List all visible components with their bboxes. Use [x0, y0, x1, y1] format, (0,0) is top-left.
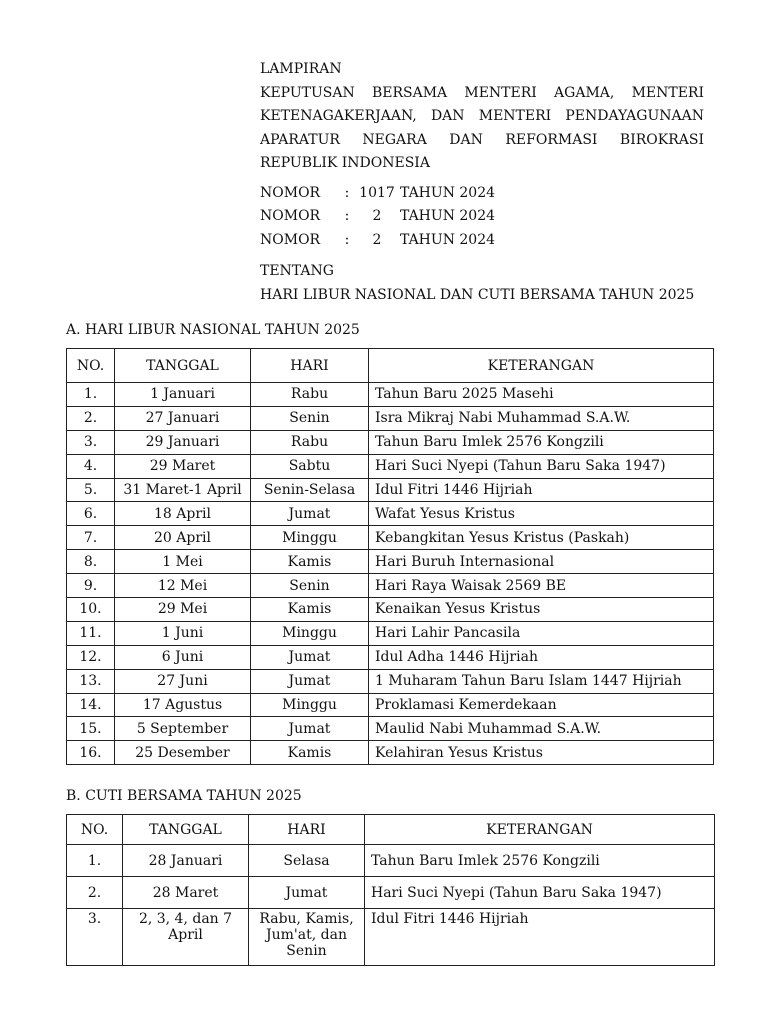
cell-hari: Jumat — [249, 877, 365, 909]
nomor-row — [260, 205, 704, 229]
cell-tanggal: 28 Maret — [123, 877, 249, 909]
nomor-row — [260, 229, 704, 253]
cell-keterangan: Idul Adha 1446 Hijriah — [369, 645, 714, 669]
cell-hari: Selasa — [249, 845, 365, 877]
table-row — [67, 502, 714, 526]
cell-no: 3. — [67, 430, 115, 454]
cell-tanggal: 25 Desember — [115, 741, 251, 765]
cell-tanggal: 5 September — [115, 717, 251, 741]
cell-hari: Senin — [251, 406, 369, 430]
table-row — [67, 621, 714, 645]
cell-no: 15. — [67, 717, 115, 741]
nomor-number: 2 — [372, 208, 382, 224]
nomor-colon: : — [344, 231, 350, 248]
header-line-1: KEPUTUSAN BERSAMA MENTERI AGAMA, MENTERI — [260, 84, 704, 101]
table-row — [67, 454, 714, 478]
cell-hari: Senin — [251, 574, 369, 598]
table-row — [67, 478, 714, 502]
cell-no: 13. — [67, 669, 115, 693]
cell-tanggal: 31 Maret-1 April — [115, 478, 251, 502]
table-row — [67, 669, 714, 693]
nomor-number: 1017 — [359, 184, 395, 201]
table-row — [67, 430, 714, 454]
nomor-number: 2 — [372, 231, 382, 248]
nomor-colon: : — [344, 184, 350, 201]
table-row — [67, 845, 715, 877]
cell-tanggal: 17 Agustus — [115, 693, 251, 717]
cell-no: 6. — [67, 502, 115, 526]
cell-keterangan: Hari Raya Waisak 2569 BE — [369, 574, 714, 598]
leave-table — [66, 814, 715, 966]
cell-hari: Jumat — [251, 669, 369, 693]
cell-no: 1. — [67, 383, 115, 407]
col-header-hari: HARI — [249, 815, 365, 845]
cell-tanggal: 28 Januari — [123, 845, 249, 877]
cell-no: 11. — [67, 621, 115, 645]
table-row — [67, 550, 714, 574]
cell-hari: Minggu — [251, 526, 369, 550]
cell-no: 10. — [67, 598, 115, 622]
holiday-table — [66, 348, 714, 765]
cell-tanggal: 6 Juni — [115, 645, 251, 669]
cell-tanggal: 18 April — [115, 502, 251, 526]
nomor-colon: : — [344, 208, 350, 224]
cell-tanggal: 27 Januari — [115, 406, 251, 430]
nomor-tahun: TAHUN 2024 — [400, 184, 496, 201]
cell-keterangan: Kenaikan Yesus Kristus — [369, 598, 714, 622]
cell-no: 2. — [67, 877, 123, 909]
cell-keterangan: Hari Buruh Internasional — [369, 550, 714, 574]
cell-hari: Kamis — [251, 741, 369, 765]
table-row — [67, 717, 714, 741]
cell-keterangan: Hari Lahir Pancasila — [369, 621, 714, 645]
cell-tanggal: 1 Januari — [115, 383, 251, 407]
cell-keterangan: Wafat Yesus Kristus — [369, 502, 714, 526]
col-header-keterangan: KETERANGAN — [365, 815, 715, 845]
cell-keterangan: Tahun Baru Imlek 2576 Kongzili — [369, 430, 714, 454]
table-row — [67, 741, 714, 765]
cell-tanggal: 2, 3, 4, dan 7 April — [123, 909, 249, 966]
cell-hari: Jumat — [251, 717, 369, 741]
table-row — [67, 877, 715, 909]
header-line-3: APARATUR NEGARA DAN REFORMASI BIROKRASI — [260, 131, 704, 148]
table-row — [67, 598, 714, 622]
cell-no: 12. — [67, 645, 115, 669]
table-header-row — [67, 349, 714, 383]
cell-keterangan: Maulid Nabi Muhammad S.A.W. — [369, 717, 714, 741]
cell-keterangan: Proklamasi Kemerdekaan — [369, 693, 714, 717]
cell-hari: Rabu, Kamis, Jum'at, dan Senin — [249, 909, 365, 966]
cell-tanggal: 29 Mei — [115, 598, 251, 622]
cell-tanggal: 12 Mei — [115, 574, 251, 598]
cell-keterangan: Tahun Baru 2025 Masehi — [369, 383, 714, 407]
col-header-tanggal: TANGGAL — [123, 815, 249, 845]
table-row — [67, 574, 714, 598]
col-header-hari: HARI — [251, 349, 369, 383]
cell-no: 14. — [67, 693, 115, 717]
col-header-tanggal: TANGGAL — [115, 349, 251, 383]
cell-no: 4. — [67, 454, 115, 478]
section-a-title: A. HARI LIBUR NASIONAL TAHUN 2025 — [66, 322, 360, 338]
cell-tanggal: 27 Juni — [115, 669, 251, 693]
table-row — [67, 406, 714, 430]
cell-keterangan: Kebangkitan Yesus Kristus (Paskah) — [369, 526, 714, 550]
cell-no: 1. — [67, 845, 123, 877]
table-header-row — [67, 815, 715, 845]
cell-keterangan: Idul Fitri 1446 Hijriah — [365, 909, 715, 966]
cell-tanggal: 20 April — [115, 526, 251, 550]
document-header — [260, 58, 704, 307]
col-header-keterangan: KETERANGAN — [369, 349, 714, 383]
header-line-4: REPUBLIK INDONESIA — [260, 155, 430, 171]
cell-tanggal: 29 Januari — [115, 430, 251, 454]
nomor-tahun: TAHUN 2024 — [400, 231, 496, 248]
table-row — [67, 693, 714, 717]
nomor-label: NOMOR — [260, 231, 321, 248]
table-row — [67, 645, 714, 669]
table-row — [67, 526, 714, 550]
cell-hari: Minggu — [251, 693, 369, 717]
cell-keterangan: Isra Mikraj Nabi Muhammad S.A.W. — [369, 406, 714, 430]
subject-title: HARI LIBUR NASIONAL DAN CUTI BERSAMA TAHUN 2025 — [260, 286, 695, 303]
cell-keterangan: Hari Suci Nyepi (Tahun Baru Saka 1947) — [369, 454, 714, 478]
nomor-label: NOMOR — [260, 184, 321, 201]
cell-hari: Rabu — [251, 430, 369, 454]
cell-no: 16. — [67, 741, 115, 765]
cell-hari: Jumat — [251, 645, 369, 669]
cell-no: 7. — [67, 526, 115, 550]
cell-no: 3. — [67, 909, 123, 966]
col-header-no: NO. — [67, 349, 115, 383]
col-header-no: NO. — [67, 815, 123, 845]
cell-hari: Sabtu — [251, 454, 369, 478]
cell-hari: Kamis — [251, 598, 369, 622]
header-line-2: KETENAGAKERJAAN, DAN MENTERI PENDAYAGUNAAN — [260, 108, 704, 124]
cell-keterangan: Idul Fitri 1446 Hijriah — [369, 478, 714, 502]
cell-no: 9. — [67, 574, 115, 598]
tentang-label: TENTANG — [260, 263, 334, 279]
cell-tanggal: 29 Maret — [115, 454, 251, 478]
cell-no: 8. — [67, 550, 115, 574]
cell-hari: Kamis — [251, 550, 369, 574]
cell-keterangan: Hari Suci Nyepi (Tahun Baru Saka 1947) — [365, 877, 715, 909]
cell-tanggal: 1 Mei — [115, 550, 251, 574]
cell-keterangan: 1 Muharam Tahun Baru Islam 1447 Hijriah — [369, 669, 714, 693]
nomor-row — [260, 182, 704, 206]
nomor-tahun: TAHUN 2024 — [400, 208, 496, 224]
cell-keterangan: Tahun Baru Imlek 2576 Kongzili — [365, 845, 715, 877]
cell-no: 2. — [67, 406, 115, 430]
section-b-title: B. CUTI BERSAMA TAHUN 2025 — [66, 788, 302, 804]
cell-hari: Rabu — [251, 383, 369, 407]
table-row — [67, 909, 715, 966]
cell-hari: Minggu — [251, 621, 369, 645]
lampiran-label: LAMPIRAN — [260, 61, 342, 77]
table-row — [67, 383, 714, 407]
cell-hari: Jumat — [251, 502, 369, 526]
nomor-label: NOMOR — [260, 208, 321, 224]
nomor-block — [260, 182, 704, 253]
cell-keterangan: Kelahiran Yesus Kristus — [369, 741, 714, 765]
cell-no: 5. — [67, 478, 115, 502]
cell-tanggal: 1 Juni — [115, 621, 251, 645]
tentang-block — [260, 260, 704, 307]
cell-hari: Senin-Selasa — [251, 478, 369, 502]
